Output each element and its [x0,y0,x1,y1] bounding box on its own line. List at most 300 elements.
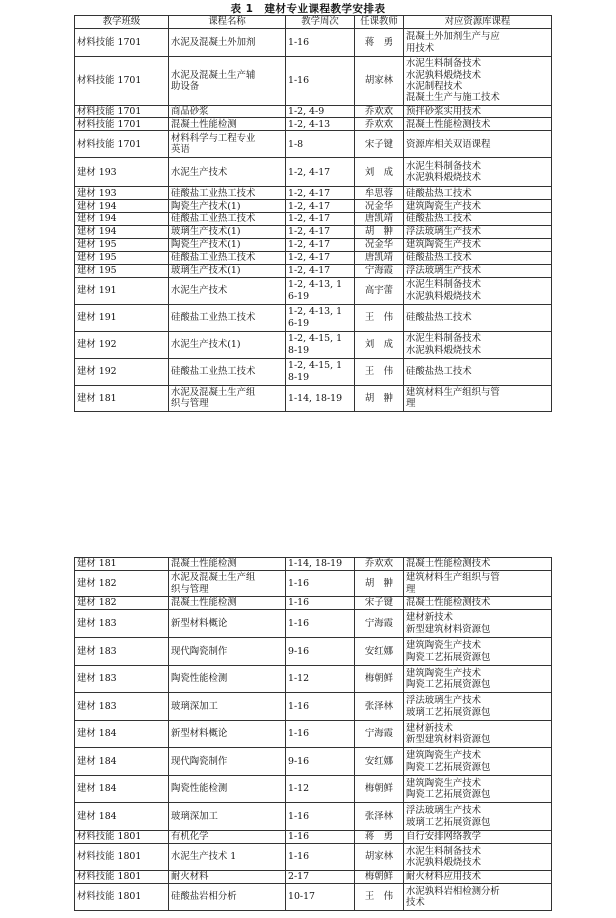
table-row [75,693,552,721]
cell-course [169,118,286,131]
cell-class: 建材 181 [75,558,169,571]
table-row [75,358,552,385]
cell-line: 混凝土性能检测技术 [406,597,491,609]
cell-weeks [286,106,355,118]
cell-line: 商品砂浆 [171,106,209,117]
cell-course [169,264,286,277]
cell-line: 2-17 [288,871,310,883]
cell-resource-course [404,871,552,884]
cell-course [169,187,286,200]
cell-line: 1-2, 4-17 [288,265,331,277]
cell-weeks [286,693,355,721]
cell-class: 材料技能 1801 [75,844,169,871]
cell-weeks [286,748,355,776]
table-row [75,158,552,187]
table-body [75,558,552,911]
cell-line: 陶瓷性能检测 [171,673,228,685]
cell-class: 材料技能 1801 [75,871,169,884]
cell-weeks [286,638,355,666]
cell-line: 水泥生料制备技术 [406,279,482,291]
cell-teacher: 况金华 [355,238,404,251]
cell-course [169,277,286,304]
cell-teacher: 蒋 勇 [355,831,404,844]
cell-resource-course [404,844,552,871]
cell-resource-course [404,200,552,213]
cell-line: 水泥及混凝土生产组 [171,572,256,584]
cell-resource-course [404,721,552,748]
cell-resource-course [404,331,552,358]
cell-course [169,331,286,358]
cell-resource-course [404,304,552,331]
cell-class: 建材 182 [75,571,169,597]
cell-class: 建材 182 [75,597,169,610]
cell-resource-course [404,610,552,638]
cell-course [169,693,286,721]
cell-line: 陶瓷工艺拓展资源包 [406,651,491,663]
table-row [75,748,552,776]
cell-line: 水泥生料制备技术 [406,333,482,345]
table-row [75,831,552,844]
cell-line: 预拌砂浆实用技术 [406,106,482,117]
table-row [75,304,552,331]
cell-course [169,225,286,238]
cell-line: 建筑材料生产组织与管 [406,386,500,398]
cell-line: 织与管理 [171,398,209,410]
cell-teacher: 梅朝鲜 [355,776,404,803]
cell-line: 新型建筑材料资源包 [406,623,491,635]
cell-teacher: 刘 成 [355,158,404,187]
cell-line: 硅酸盐工业热工技术 [171,252,256,264]
cell-line: 耐火材料应用技术 [406,871,482,883]
cell-line: 混凝土性能检测 [171,558,237,570]
cell-weeks [286,225,355,238]
cell-teacher: 唐凯靖 [355,251,404,264]
cell-line: 陶瓷工艺拓展资源包 [406,789,491,800]
cell-line: 硅酸盐工业热工技术 [171,213,256,225]
schedule-table-part-2 [74,557,552,911]
cell-line: 1-2, 4-17 [288,200,331,212]
cell-resource-course [404,358,552,385]
cell-weeks [286,558,355,571]
cell-resource-course [404,748,552,776]
cell-course [169,238,286,251]
cell-line: 混凝土外加剂生产与应 [406,31,500,43]
cell-line: 建筑陶瓷生产技术 [406,640,482,652]
cell-weeks [286,844,355,871]
cell-line: 玻璃工艺拓展资源包 [406,816,491,828]
cell-resource-course [404,597,552,610]
cell-line: 1-16 [288,597,310,609]
cell-class: 建材 194 [75,225,169,238]
cell-course [169,558,286,571]
cell-teacher: 宋子键 [355,131,404,158]
cell-teacher: 王 伟 [355,304,404,331]
table-header-row [75,16,552,29]
cell-line: 9-16 [288,645,310,657]
header-weeks: 教学周次 [286,16,355,29]
cell-line: 陶瓷工艺拓展资源包 [406,761,491,773]
cell-course [169,213,286,225]
cell-line: 1-2, 4-17 [288,252,331,264]
cell-class: 建材 195 [75,264,169,277]
table-row [75,57,552,106]
cell-course [169,571,286,597]
cell-class: 建材 184 [75,776,169,803]
cell-line: 建材新技术 [406,722,453,734]
cell-line: 水泥孰料煅烧技术 [406,344,482,356]
cell-line: 1-2, 4-17 [288,239,331,251]
cell-weeks [286,721,355,748]
cell-weeks [286,158,355,187]
cell-class: 建材 183 [75,610,169,638]
cell-resource-course [404,558,552,571]
cell-line: 英语 [171,144,190,156]
cell-class: 建材 192 [75,358,169,385]
cell-resource-course [404,884,552,911]
cell-class: 建材 183 [75,666,169,693]
cell-line: 1-2, 4-15, 1 [288,360,343,372]
cell-teacher: 牟思蓉 [355,187,404,200]
cell-resource-course [404,158,552,187]
cell-course [169,251,286,264]
cell-line: 1-16 [288,700,310,712]
cell-line: 1-16 [288,851,310,863]
cell-class: 建材 184 [75,721,169,748]
cell-class: 建材 183 [75,693,169,721]
cell-teacher: 王 伟 [355,884,404,911]
cell-line: 玻璃生产技术(1) [171,226,241,238]
cell-weeks [286,358,355,385]
cell-line: 1-14, 18-19 [288,392,343,404]
cell-teacher: 宁海霞 [355,264,404,277]
cell-weeks [286,571,355,597]
cell-course [169,844,286,871]
cell-teacher: 蒋 勇 [355,29,404,57]
table-caption: 表 1 建材专业课程教学安排表 [230,3,386,15]
cell-teacher: 宋子键 [355,597,404,610]
cell-line: 1-16 [288,728,310,740]
cell-course [169,721,286,748]
cell-line: 混凝土生产与施工技术 [406,92,500,104]
cell-weeks [286,118,355,131]
cell-class: 建材 191 [75,277,169,304]
cell-course [169,776,286,803]
cell-weeks [286,831,355,844]
cell-weeks [286,610,355,638]
cell-resource-course [404,277,552,304]
cell-course [169,666,286,693]
cell-resource-course [404,803,552,831]
table-row [75,131,552,158]
table-row [75,200,552,213]
cell-line: 水泥孰料煅烧技术 [406,290,482,302]
cell-line: 水泥生料制备技术 [406,161,482,172]
cell-line: 1-16 [288,36,310,48]
cell-line: 硅酸盐工业热工技术 [171,366,256,378]
cell-line: 建筑陶瓷生产技术 [406,667,482,679]
cell-course [169,29,286,57]
table-row [75,844,552,871]
cell-teacher: 张泽林 [355,693,404,721]
cell-line: 水泥及混凝土生产组 [171,386,256,398]
cell-line: 现代陶瓷制作 [171,755,228,767]
cell-weeks [286,57,355,106]
cell-line: 浮法玻璃生产技术 [406,265,482,277]
cell-resource-course [404,693,552,721]
cell-line: 8-19 [288,344,310,356]
cell-line: 1-16 [288,75,310,87]
cell-class: 建材 195 [75,238,169,251]
table-row [75,638,552,666]
cell-line: 6-19 [288,317,310,329]
cell-line: 玻璃深加工 [171,810,218,822]
table-row [75,610,552,638]
cell-course [169,106,286,118]
cell-line: 硅酸盐热工技术 [406,187,472,199]
cell-line: 水泥孰料煅烧技术 [406,69,482,81]
cell-class: 建材 193 [75,158,169,187]
cell-teacher: 刘 成 [355,331,404,358]
cell-line: 1-2, 4-13, 1 [288,279,343,291]
cell-course [169,803,286,831]
cell-line: 陶瓷生产技术(1) [171,200,241,212]
cell-course [169,884,286,911]
cell-line: 新型材料概论 [171,728,228,740]
cell-line: 新型建筑材料资源包 [406,734,491,745]
cell-line: 水泥生产技术(1) [171,339,241,351]
table-row [75,213,552,225]
header-resource-course: 对应资源库课程 [404,16,552,29]
cell-weeks [286,131,355,158]
cell-resource-course [404,29,552,57]
cell-line: 1-2, 4-13 [288,118,331,130]
cell-line: 1-2, 4-13, 1 [288,306,343,318]
cell-course [169,57,286,106]
cell-class: 材料技能 1801 [75,884,169,911]
cell-teacher: 安红娜 [355,748,404,776]
cell-teacher: 唐凯靖 [355,213,404,225]
cell-class: 材料技能 1701 [75,57,169,106]
cell-course [169,638,286,666]
cell-weeks [286,200,355,213]
cell-line: 浮法玻璃生产技术 [406,805,482,817]
cell-line: 新型材料概论 [171,617,228,629]
cell-teacher: 宁海霞 [355,721,404,748]
cell-line: 1-16 [288,810,310,822]
cell-weeks [286,264,355,277]
cell-resource-course [404,666,552,693]
cell-weeks [286,29,355,57]
cell-teacher: 乔欢欢 [355,558,404,571]
cell-line: 水泥生料制备技术 [406,845,482,857]
cell-line: 1-2, 4-15, 1 [288,333,343,345]
cell-line: 1-12 [288,673,310,685]
cell-line: 建筑陶瓷生产技术 [406,239,482,251]
table-row [75,187,552,200]
cell-course [169,831,286,844]
table-row [75,277,552,304]
cell-line: 1-2, 4-9 [288,106,325,117]
cell-course [169,304,286,331]
cell-class: 材料技能 1701 [75,131,169,158]
cell-line: 材料科学与工程专业 [171,133,256,144]
cell-line: 理 [406,398,416,410]
cell-teacher: 张泽林 [355,803,404,831]
cell-line: 1-16 [288,577,310,589]
cell-line: 建材新技术 [406,612,453,624]
cell-line: 自行安排网络教学 [406,831,482,843]
cell-line: 混凝土性能检测技术 [406,118,491,130]
cell-weeks [286,277,355,304]
cell-line: 混凝土性能检测技术 [406,558,491,570]
table-row [75,118,552,131]
cell-line: 1-2, 4-17 [288,187,331,199]
cell-resource-course [404,131,552,158]
cell-weeks [286,666,355,693]
cell-course [169,358,286,385]
cell-line: 1-2, 4-17 [288,226,331,238]
table-row [75,29,552,57]
cell-teacher: 胡 翀 [355,385,404,411]
cell-teacher: 胡家林 [355,844,404,871]
cell-line: 混凝土性能检测 [171,118,237,130]
cell-weeks [286,304,355,331]
cell-teacher: 高宇蕾 [355,277,404,304]
cell-line: 玻璃深加工 [171,700,218,712]
cell-class: 建材 194 [75,213,169,225]
cell-course [169,748,286,776]
cell-teacher: 乔欢欢 [355,106,404,118]
header-course: 课程名称 [169,16,286,29]
cell-class: 材料技能 1701 [75,106,169,118]
cell-weeks [286,213,355,225]
cell-line: 1-12 [288,783,310,795]
table-row [75,884,552,911]
table-row [75,571,552,597]
table-row [75,597,552,610]
cell-line: 建筑陶瓷生产技术 [406,777,482,789]
cell-line: 1-16 [288,831,310,843]
cell-line: 水泥生料制备技术 [406,58,482,70]
cell-resource-course [404,225,552,238]
cell-line: 耐火材料 [171,871,209,883]
cell-class: 建材 183 [75,638,169,666]
cell-line: 10-17 [288,891,316,903]
table-row [75,666,552,693]
cell-line: 织与管理 [171,583,209,595]
cell-line: 混凝土性能检测 [171,597,237,609]
table-row [75,225,552,238]
cell-line: 浮法玻璃生产技术 [406,226,482,238]
table-row [75,251,552,264]
cell-course [169,871,286,884]
cell-line: 硅酸盐热工技术 [406,213,472,225]
cell-weeks [286,238,355,251]
cell-line: 6-19 [288,290,310,302]
cell-teacher: 胡 翀 [355,571,404,597]
table-body [75,29,552,412]
cell-resource-course [404,638,552,666]
schedule-table-part-1 [74,15,552,412]
cell-resource-course [404,571,552,597]
cell-class: 建材 194 [75,200,169,213]
cell-line: 建筑陶瓷生产技术 [406,750,482,762]
cell-class: 材料技能 1801 [75,831,169,844]
cell-line: 8-19 [288,371,310,383]
cell-course [169,597,286,610]
cell-line: 水泥生产技术 1 [171,851,237,863]
cell-line: 1-2, 4-17 [288,166,331,178]
cell-line: 水泥孰料煅烧技术 [406,857,482,868]
cell-line: 建筑陶瓷生产技术 [406,200,482,212]
cell-resource-course [404,776,552,803]
cell-weeks [286,597,355,610]
cell-line: 浮法玻璃生产技术 [406,695,482,707]
cell-course [169,385,286,411]
cell-line: 硅酸盐热工技术 [406,252,472,264]
cell-resource-course [404,57,552,106]
cell-resource-course [404,187,552,200]
cell-line: 1-16 [288,617,310,629]
cell-teacher: 王 伟 [355,358,404,385]
cell-line: 用技术 [406,42,435,54]
cell-weeks [286,251,355,264]
cell-class: 材料技能 1701 [75,118,169,131]
cell-course [169,131,286,158]
cell-class: 建材 184 [75,748,169,776]
header-class: 教学班级 [75,16,169,29]
cell-resource-course [404,264,552,277]
cell-line: 9-16 [288,755,310,767]
table-row [75,238,552,251]
cell-weeks [286,884,355,911]
cell-line: 硅酸盐热工技术 [406,366,472,378]
cell-line: 技术 [406,897,425,908]
cell-teacher: 胡 翀 [355,225,404,238]
cell-line: 硅酸盐岩相分析 [171,891,237,903]
cell-line: 玻璃生产技术(1) [171,265,241,277]
cell-teacher: 胡家林 [355,57,404,106]
cell-weeks [286,871,355,884]
cell-line: 陶瓷生产技术(1) [171,239,241,251]
table-row [75,871,552,884]
cell-teacher: 乔欢欢 [355,118,404,131]
cell-line: 玻璃工艺拓展资源包 [406,706,491,718]
cell-teacher: 况金华 [355,200,404,213]
cell-class: 建材 193 [75,187,169,200]
cell-line: 1-8 [288,138,304,150]
cell-line: 水泥孰料岩相检测分析 [406,885,500,897]
cell-line: 1-14, 18-19 [288,558,343,570]
cell-line: 水泥生产技术 [171,166,228,178]
cell-line: 建筑材料生产组织与管 [406,572,500,584]
cell-class: 建材 192 [75,331,169,358]
table-row [75,721,552,748]
cell-line: 陶瓷性能检测 [171,783,228,795]
table-row [75,264,552,277]
cell-line: 水泥制程技术 [406,81,463,92]
cell-class: 材料技能 1701 [75,29,169,57]
cell-weeks [286,187,355,200]
cell-course [169,200,286,213]
cell-line: 1-2, 4-17 [288,213,331,225]
cell-resource-course [404,831,552,844]
cell-line: 水泥孰料煅烧技术 [406,172,482,184]
table-row [75,558,552,571]
cell-course [169,610,286,638]
cell-class: 建材 195 [75,251,169,264]
cell-teacher: 梅朝鲜 [355,666,404,693]
